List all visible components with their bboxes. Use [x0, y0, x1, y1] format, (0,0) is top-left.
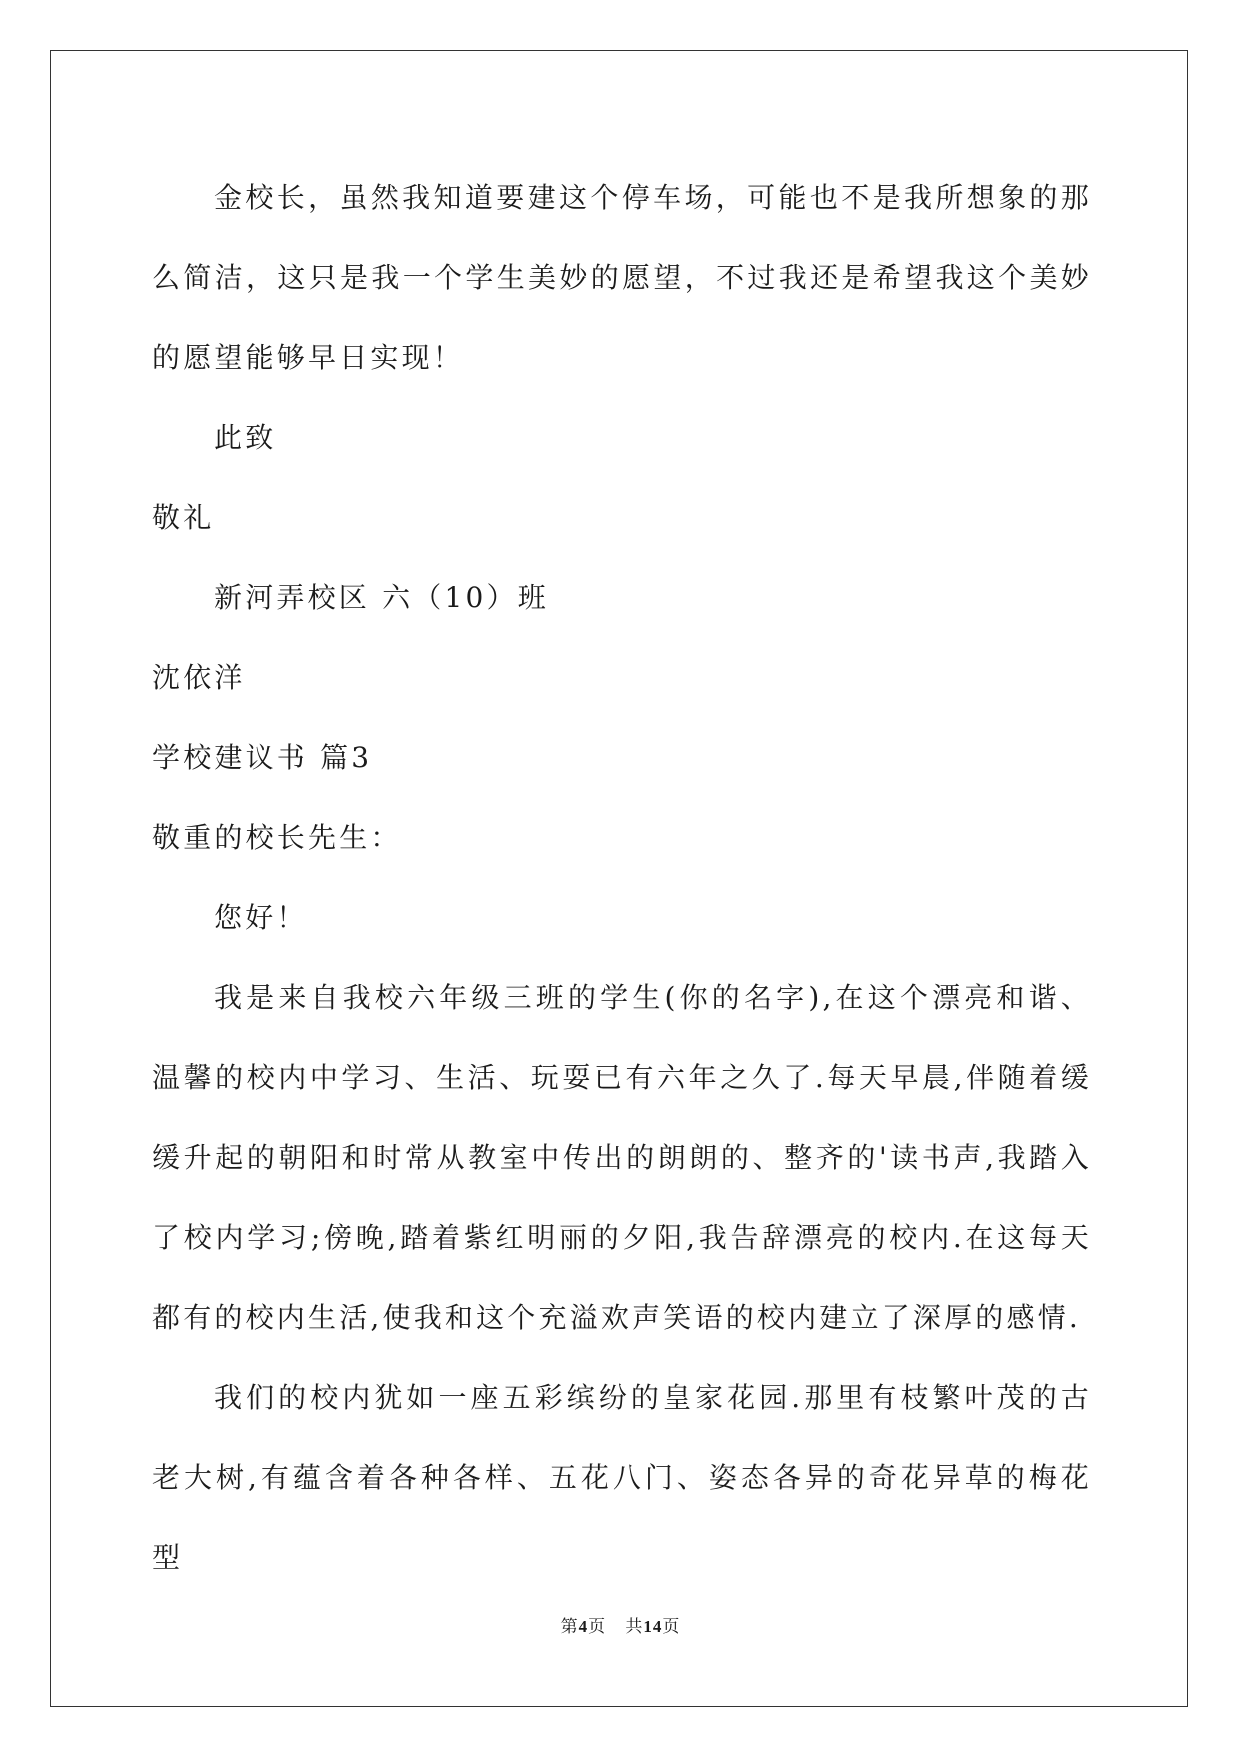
footer-prefix: 第 [560, 1617, 579, 1637]
document-body [152, 158, 1092, 1598]
paragraph-signature-name: 沈依洋 [152, 661, 246, 694]
paragraph-salutation-jingli: 敬礼 [152, 501, 215, 534]
footer-total-suffix: 页 [662, 1617, 681, 1637]
paragraph-introduction: 我是来自我校六年级三班的学生(你的名字),在这个漂亮和谐、温馨的校内中学习、生活、玩耍已有六年之久了.每天早晨,伴随着缓缓升起的朝阳和时常从教室中传出的朗朗的、整齐的'读书声,我踏入了校内学习;傍晚,踏着紫红明丽的夕阳,我告辞漂亮的校内.在这每天都有的校内生活,使我和这个充溢欢声笑语的校内建立了深厚的感情. [152, 981, 1092, 1334]
page-footer [0, 1612, 1241, 1637]
paragraph-greeting-addressee: 敬重的校长先生： [152, 821, 402, 854]
paragraph-closing-wish: 金校长，虽然我知道要建这个停车场，可能也不是我所想象的那么简洁，这只是我一个学生美妙的愿望，不过我还是希望我这个美妙的愿望能够早日实现！ [152, 181, 1092, 374]
footer-total-pages: 14 [643, 1617, 663, 1636]
paragraph-signature-class: 新河弄校区 六（10）班 [214, 581, 549, 614]
paragraph-greeting-hello: 您好！ [214, 901, 308, 934]
paragraph-salutation-cizhi: 此致 [214, 421, 277, 454]
footer-page-suffix: 页 [588, 1617, 607, 1637]
paragraph-campus-description: 我们的校内犹如一座五彩缤纷的皇家花园.那里有枝繁叶茂的古老大树,有蕴含着各种各样、五花八门、姿态各异的奇花异草的梅花型 [152, 1381, 1092, 1574]
footer-total-prefix: 共 [625, 1617, 644, 1637]
footer-current-page: 4 [578, 1617, 589, 1636]
section-heading: 学校建议书 篇3 [152, 741, 373, 774]
